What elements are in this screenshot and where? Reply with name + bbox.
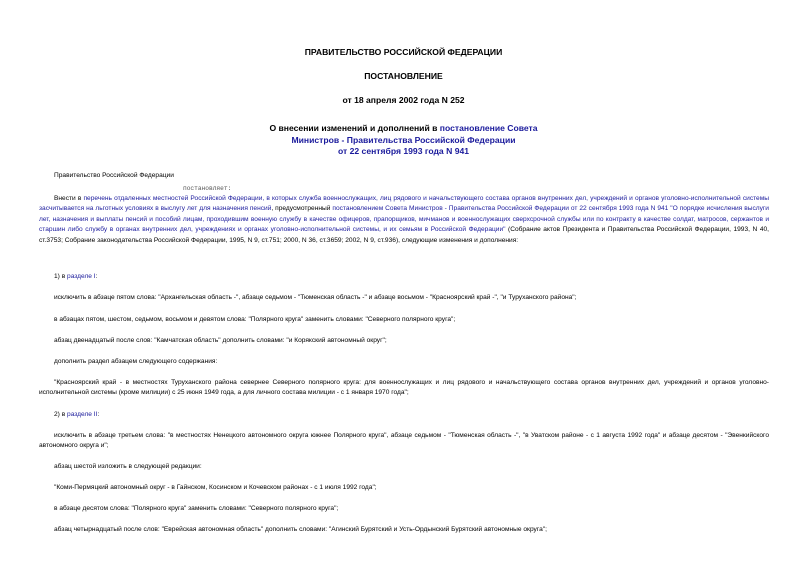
list-item: в абзаце десятом слова: "Полярного круга" заменить словами: "Северного полярного круга"; — [54, 505, 339, 512]
intro-link-list[interactable]: перечень отдаленных местностей Российской Федерации, в которых служба военнослужащих, лиц рядового и начальствующего состава органов внутренних дел, учреждений и органов уголовно-исполнительной системы засчитывается на льготных условиях в выслугу лет для назначения пенсий — [39, 195, 770, 213]
list-item: дополнить раздел абзацем следующего содержания: — [54, 358, 218, 365]
issuer-text: Правительство Российской Федерации — [54, 172, 174, 179]
item-section-1: 1) в разделе I: — [54, 273, 98, 280]
list-item: абзац двенадцатый после слов: "Камчатская область" дополнить словами: "и Корякский автономный округ"; — [54, 337, 387, 344]
decrees-text: постановляет: — [183, 185, 232, 192]
date-number-heading: от 18 апреля 2002 года N 252 — [342, 95, 465, 105]
section-2-link[interactable]: разделе II — [67, 411, 98, 418]
document-title — [238, 123, 569, 158]
list-item: абзац шестой изложить в следующей редакции: — [54, 463, 202, 470]
title-prefix: О внесении изменений и дополнений в — [269, 123, 440, 133]
list-item: в абзацах пятом, шестом, седьмом, восьмом и девятом слова: "Полярного круга" заменить словами: "Северного полярного круга"; — [54, 316, 456, 323]
list-item: исключить в абзаце третьем слова: "в местностях Ненецкого автономного округа южнее Полярного круга", абзаце седьмом - "Тюменская область -", "в Уватском районе - с 1 августа 1992 года" и абзаце десятом - "Эвенкийского автономного округа и"; — [39, 432, 769, 450]
title-link-line3[interactable]: от 22 сентября 1993 года N 941 — [337, 146, 470, 156]
item-section-2: 2) в разделе II: — [54, 411, 100, 418]
section-1-link[interactable]: разделе I — [67, 273, 96, 280]
title-link-line2[interactable]: Министров - Правительства Российской Федерации — [291, 134, 516, 145]
list-item: исключить в абзаце пятом слова: "Архангельская область -", абзаце седьмом - "Тюменская область -" и абзаце восьмом - "Красноярский край -", "и Туруханского района"; — [54, 294, 577, 301]
list-item: "Красноярский край - в местностях Туруханского района севернее Северного полярного круга: для военнослужащих и лиц рядового и начальствующего состава органов внутренних дел, учреждений и органов уголовно-исполнительной системы (кроме милиции) с 25 июня 1949 года, а для личного состава милиции - с 1 января 1970 года"; — [39, 379, 769, 397]
list-item: абзац четырнадцатый после слов: "Еврейская автономная область" дополнить словами: "Агинский Бурятский и Усть-Ордынский Бурятский автономные округа"; — [54, 526, 547, 533]
doc-type-heading: ПОСТАНОВЛЕНИЕ — [364, 71, 443, 81]
intro-link-decree[interactable]: постановлением Совета Министров - Правительства Российской Федерации от 22 сентября 1993 года N 941 "О порядке исчисления выслуги лет, назначения и выплаты пенсий и пособий лицам, проходившим военную службу в качестве офицеров, прапорщиков, мичманов и военнослужащих сверхсрочной службы или по контракту в качестве солдат, матросов, сержантов и старшин либо службу в органах внутренних дел, учреждениях и органах уголовно-исполнительной системы, и их семьям в Российской Федерации" — [39, 205, 769, 234]
intro-text-3: (Собрание актов Президента и Правительства Российской Федерации, 1993, N 40, ст.3753; Собрание законодательства Российской Федерации, 1995, N 9, ст.751; 2000, N 36, ст.3659; 2002, N 9, ст.936), следующие изменения и дополнения: — [39, 226, 770, 244]
government-heading: ПРАВИТЕЛЬСТВО РОССИЙСКОЙ ФЕДЕРАЦИИ — [304, 47, 503, 57]
intro-text-1: Внести в — [54, 195, 84, 202]
intro-paragraph — [39, 194, 769, 246]
intro-text-2: , предусмотренный — [271, 205, 333, 213]
list-item: "Коми-Пермяцкий автономный округ - в Гайнском, Косинском и Кочевском районах - с 1 июля 1992 года"; — [54, 484, 377, 491]
title-link-line1[interactable]: постановление Совета — [439, 123, 538, 133]
